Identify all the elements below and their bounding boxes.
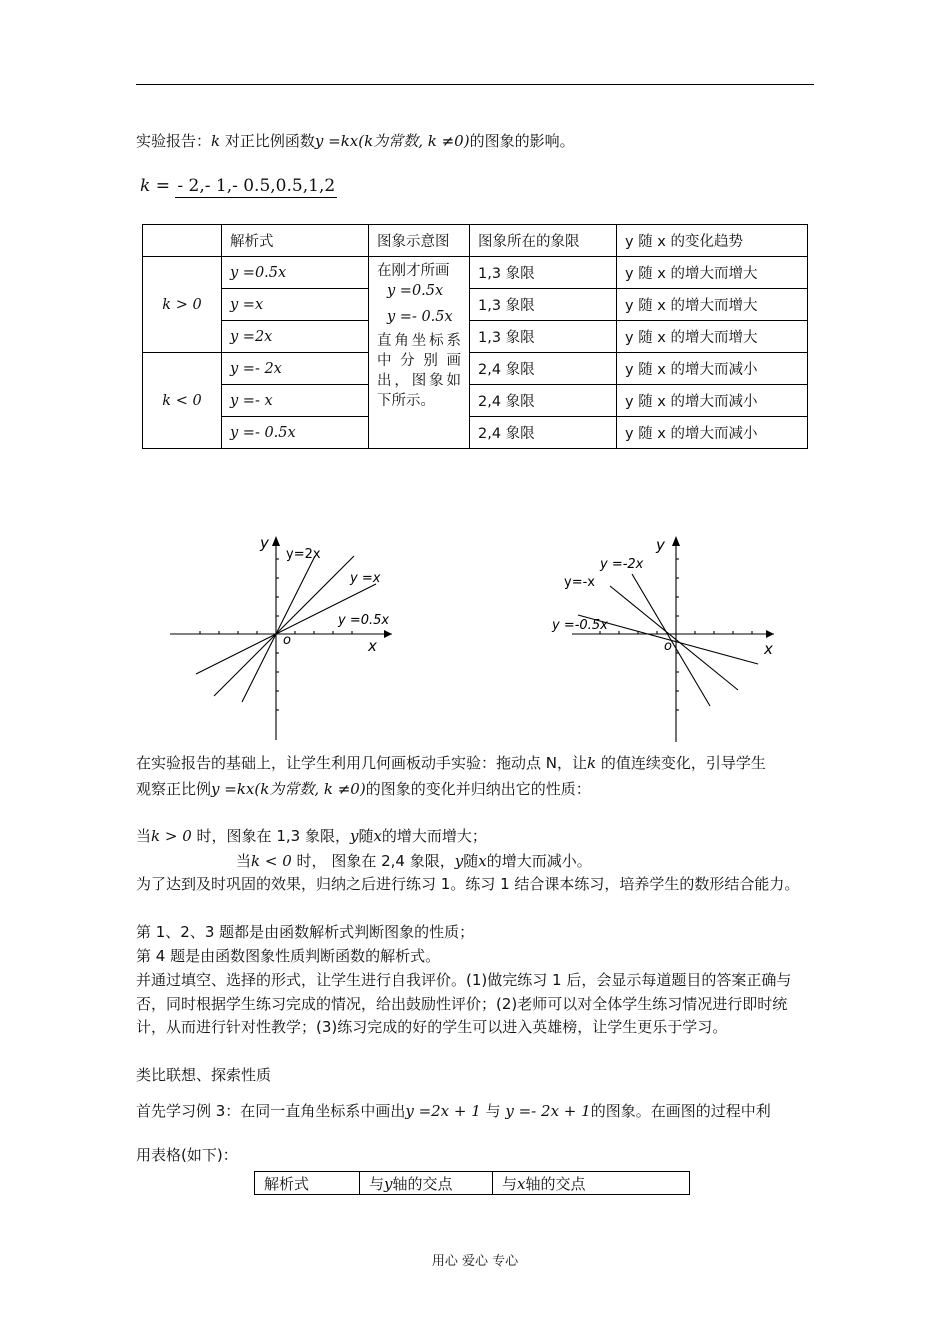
diagram-note-cell <box>369 257 470 449</box>
text: 时， 图象在 2,4 象限， <box>296 852 455 870</box>
report-table <box>142 224 808 449</box>
report-title <box>136 130 575 152</box>
y-symbol: y <box>384 1174 393 1193</box>
row-trend: y 随 x 的增大而减小 <box>617 385 808 417</box>
origin-label: o <box>283 633 291 648</box>
header-rule <box>136 84 814 85</box>
text: 首先学习例 3：在同一直角坐标系中画出 <box>136 1102 406 1120</box>
y-arrow-icon <box>272 536 280 546</box>
text: 的图象的变化并归纳出它的性质： <box>365 780 591 798</box>
row-trend: y 随 x 的增大而增大 <box>617 257 808 289</box>
formula-1: y =2x + 1 <box>405 1102 481 1120</box>
function-formula: y =kx(k为常数, k ≠0) <box>211 780 366 798</box>
table-header-cell: 解析式 <box>222 225 369 257</box>
table-row <box>143 353 808 385</box>
k-prefix: k = <box>140 176 170 196</box>
group-k-positive: k > 0 <box>143 257 222 353</box>
k-values-line <box>140 176 337 196</box>
text: 与 <box>485 1102 501 1120</box>
row-quadrant: 1,3 象限 <box>470 289 617 321</box>
page-footer: 用心 爱心 专心 <box>431 1254 519 1269</box>
line-y-x <box>214 556 354 696</box>
text: 的图象。在画图的过程中利 <box>590 1102 771 1120</box>
text: 随 <box>463 852 479 870</box>
row-formula: y =- x <box>222 385 369 417</box>
y-arrow-icon <box>672 536 680 546</box>
text: 观察正比例 <box>136 780 212 798</box>
text: 轴的交点 <box>392 1174 453 1193</box>
table-header-row <box>255 1172 690 1195</box>
row-formula: y =x <box>222 289 369 321</box>
body-para-7: 第 4 题是由函数图象性质判断函数的解析式。 <box>136 947 441 965</box>
body-para-1 <box>136 752 766 774</box>
x-axis-label: x <box>368 637 377 655</box>
x-axis-label: x <box>764 640 773 658</box>
table-header-cell <box>143 225 222 257</box>
section-heading: 类比联想、探索性质 <box>136 1066 272 1084</box>
table-header-cell: y 随 x 的变化趋势 <box>617 225 808 257</box>
y-symbol: y <box>349 827 359 845</box>
body-para-11: 用表格(如下)： <box>136 1146 238 1164</box>
table-row <box>143 385 808 417</box>
body-para-8: 并通过填空、选择的形式，让学生进行自我评价。(1)做完练习 1 后，会显示每道题目的答案正确与否，同时根据学生练习完成的情况，给出鼓励性评价；(2)老师可以对全体学生练习情况进行即时统计，从而进行针对性教学；(3)练习完成的好的学生可以进入英雄榜，让学生更乐于学习。 <box>136 971 792 1036</box>
table-row <box>143 289 808 321</box>
line-y-neg-x <box>610 586 738 690</box>
line-y-0.5x <box>196 584 376 674</box>
report-label: 实验报告： <box>136 132 212 150</box>
x-symbol: x <box>478 852 487 870</box>
label-y-0.5x: y =0.5x <box>338 613 390 628</box>
text: 轴的交点 <box>525 1174 586 1193</box>
body-para-5: 为了达到及时巩固的效果，归纳之后进行练习 1。练习 1 结合课本练习，培养学生的数形结合能力。 <box>136 875 800 893</box>
table-row <box>143 321 808 353</box>
row-quadrant: 1,3 象限 <box>470 257 617 289</box>
label-y-neg-x: y=-x <box>564 575 595 590</box>
property-positive <box>136 825 487 847</box>
text: 在实验报告的基础上，让学生利用几何画板动手实验：拖动点 N，让 <box>136 754 587 772</box>
graph-negative-k <box>548 530 798 750</box>
row-formula: y =- 0.5x <box>222 417 369 449</box>
text: 随 <box>358 827 374 845</box>
x-symbol: x <box>517 1174 526 1193</box>
body-para-6: 第 1、2、3 题都是由函数解析式判断图象的性质； <box>136 923 475 941</box>
origin-label: o <box>664 639 672 654</box>
diagram-note-2: 直角坐标系中分别画出，图象如下所示。 <box>377 333 461 409</box>
function-formula: y =kx(k为常数, k ≠0) <box>314 132 470 150</box>
row-trend: y 随 x 的增大而减小 <box>617 417 808 449</box>
row-trend: y 随 x 的增大而减小 <box>617 353 808 385</box>
table-header-cell: 解析式 <box>255 1172 360 1195</box>
text: 的增大而增大； <box>381 827 487 845</box>
y-axis-label: y <box>260 534 269 552</box>
table-row <box>143 257 808 289</box>
intersection-table <box>254 1171 690 1195</box>
table-header-cell: 图象所在的象限 <box>470 225 617 257</box>
table-header-cell <box>360 1172 493 1195</box>
diagram-note-formula-2: y =- 0.5x <box>387 309 453 325</box>
row-trend: y 随 x 的增大而增大 <box>617 321 808 353</box>
text: 时，图象在 1,3 象限， <box>196 827 350 845</box>
table-row <box>143 417 808 449</box>
row-trend: y 随 x 的增大而增大 <box>617 289 808 321</box>
table-header-cell: 图象示意图 <box>369 225 470 257</box>
text: 与 <box>369 1174 385 1193</box>
table-header-cell <box>493 1172 690 1195</box>
k-condition: k < 0 <box>251 852 292 870</box>
row-quadrant: 2,4 象限 <box>470 385 617 417</box>
k-symbol: k <box>211 132 221 150</box>
row-formula: y =- 2x <box>222 353 369 385</box>
diagram-note-formula-1: y =0.5x <box>387 283 444 299</box>
label-y-neg-0.5x: y =-0.5x <box>552 618 608 633</box>
text: 当 <box>136 827 152 845</box>
table-header-row <box>143 225 808 257</box>
row-quadrant: 2,4 象限 <box>470 353 617 385</box>
group-k-negative: k < 0 <box>143 353 222 449</box>
body-para-10 <box>136 1100 771 1122</box>
text: 与 <box>502 1174 518 1193</box>
label-y-2x: y=2x <box>286 547 321 562</box>
k-symbol: k <box>587 754 597 772</box>
report-text: 对正比例函数 <box>224 132 315 150</box>
body-para-2 <box>136 778 591 800</box>
k-values: - 2,- 1,- 0.5,0.5,1,2 <box>177 176 336 196</box>
report-text-end: 的图象的影响。 <box>469 132 575 150</box>
row-formula: y =0.5x <box>222 257 369 289</box>
y-axis-label: y <box>656 536 665 554</box>
row-quadrant: 1,3 象限 <box>470 321 617 353</box>
x-symbol: x <box>373 827 382 845</box>
y-symbol: y <box>454 852 464 870</box>
x-arrow-icon <box>766 630 774 638</box>
text: 的值连续变化，引导学生 <box>600 754 766 772</box>
x-arrow-icon <box>384 630 392 638</box>
diagram-note-1: 在刚才所画 <box>377 263 450 279</box>
row-formula: y =2x <box>222 321 369 353</box>
graph-positive-k <box>160 530 410 750</box>
text: 的增大而减小。 <box>486 852 592 870</box>
row-quadrant: 2,4 象限 <box>470 417 617 449</box>
text: 当 <box>236 852 252 870</box>
k-condition: k > 0 <box>151 827 192 845</box>
label-y-neg-2x: y =-2x <box>600 557 644 572</box>
label-y-x: y =x <box>350 571 381 586</box>
property-negative <box>236 850 592 872</box>
formula-2: y =- 2x + 1 <box>505 1102 591 1120</box>
